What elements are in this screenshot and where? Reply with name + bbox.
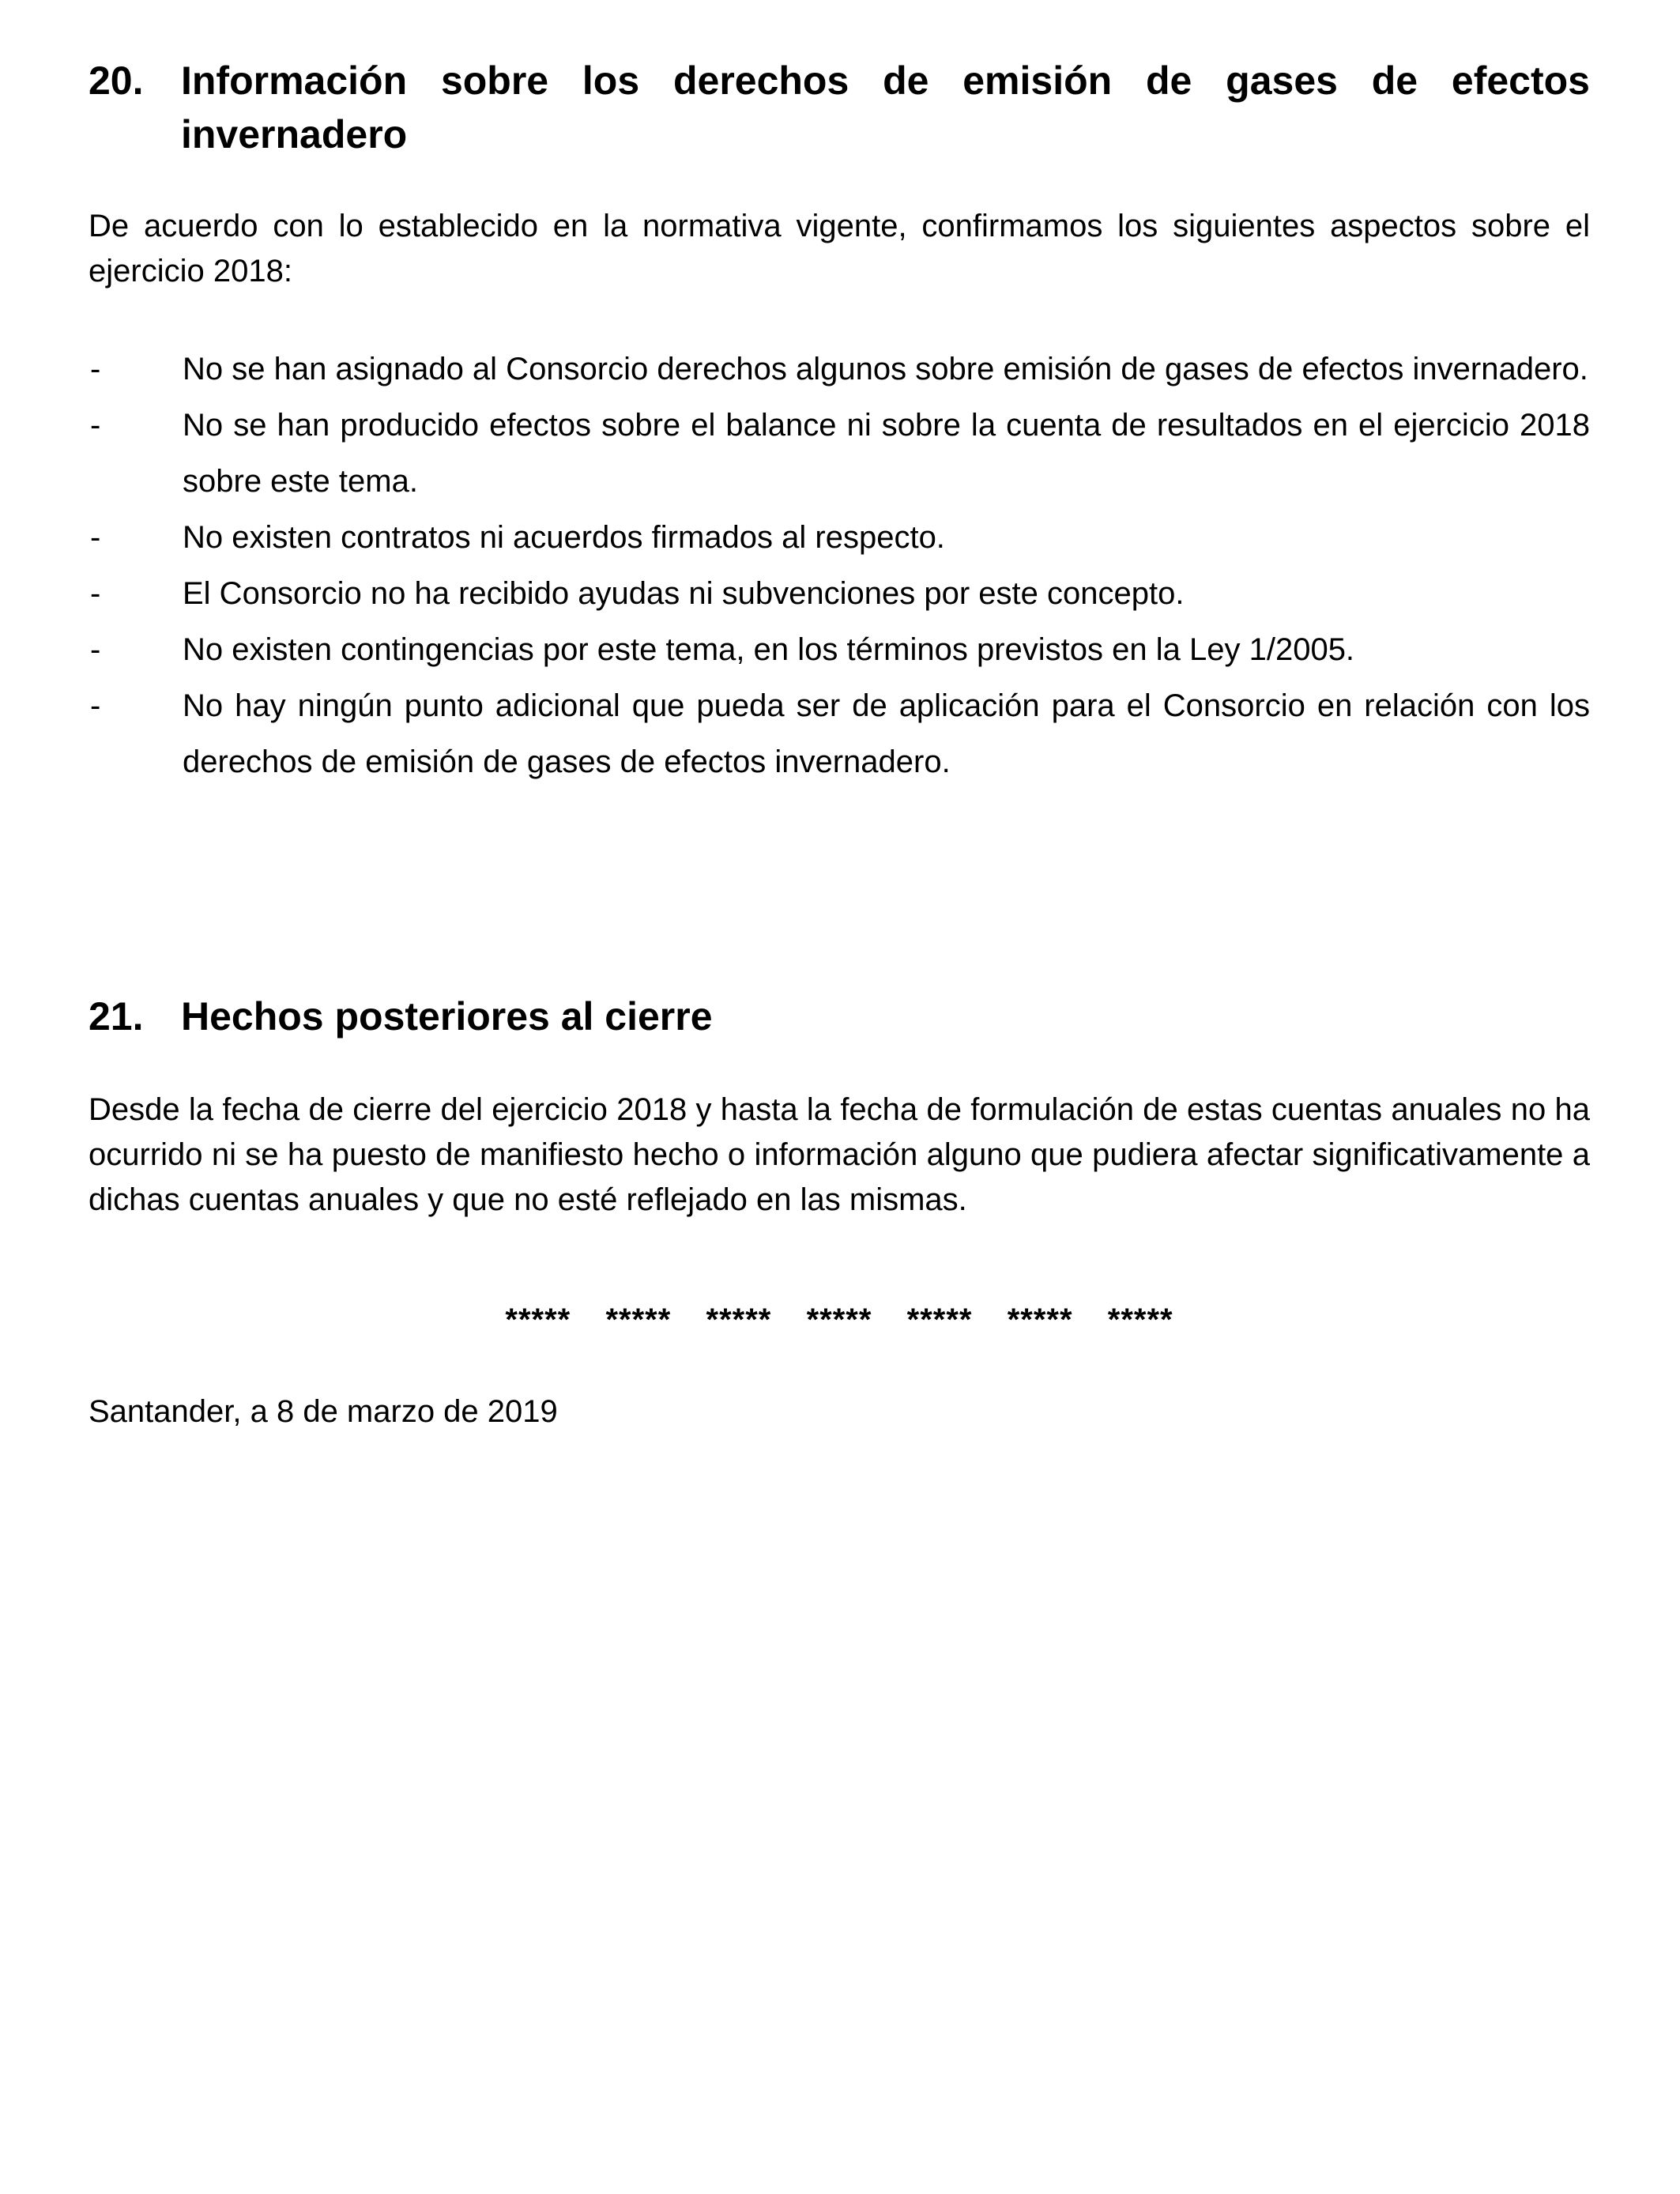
list-item: [89, 398, 1590, 510]
list-item: [89, 341, 1590, 398]
bullet-marker: -: [90, 352, 101, 386]
list-item: [89, 510, 1590, 566]
section-20-title: Información sobre los derechos de emisión de gases de efectos invernadero: [181, 58, 1590, 156]
bullet-marker: -: [90, 632, 101, 667]
bullet-text: No se han asignado al Consorcio derechos algunos sobre emisión de gases de efectos invernadero.: [183, 352, 1588, 386]
list-item: [89, 622, 1590, 678]
list-item: [89, 566, 1590, 622]
bullet-text: No existen contingencias por este tema, en los términos previstos en la Ley 1/2005.: [183, 632, 1355, 667]
place-date: Santander, a 8 de marzo de 2019: [89, 1394, 558, 1429]
bullet-marker: -: [90, 576, 101, 611]
section-21-body: Desde la fecha de cierre del ejercicio 2018 y hasta la fecha de formulación de estas cuentas anuales no ha ocurrido ni se ha puesto de manifiesto hecho o información alguno que pudiera afectar significativamente a dichas cuentas anuales y que no esté reflejado en las mismas.: [89, 1092, 1590, 1217]
section-21-heading: [89, 990, 1590, 1043]
section-20-bullet-list: [89, 341, 1590, 790]
bullet-text: No existen contratos ni acuerdos firmados al respecto.: [183, 520, 945, 555]
bullet-marker: -: [90, 408, 101, 443]
bullet-marker: -: [90, 688, 101, 723]
section-20-number: 20.: [89, 58, 144, 103]
section-20-intro: De acuerdo con lo establecido en la normativa vigente, confirmamos los siguientes aspectos sobre el ejercicio 2018:: [89, 209, 1590, 288]
section-21-number: 21.: [89, 994, 144, 1039]
bullet-marker: -: [90, 520, 101, 555]
bullet-text: El Consorcio no ha recibido ayudas ni subvenciones por este concepto.: [183, 576, 1185, 611]
section-21-title: Hechos posteriores al cierre: [181, 994, 713, 1039]
bullet-text: No hay ningún punto adicional que pueda ser de aplicación para el Consorcio en relación con los derechos de emisión de gases de efectos invernadero.: [183, 688, 1590, 779]
separator-asterisks: ***** ***** ***** ***** ***** ***** *****: [505, 1302, 1173, 1337]
section-20-heading: [89, 54, 1590, 161]
list-item: [89, 678, 1590, 790]
bullet-text: No se han producido efectos sobre el balance ni sobre la cuenta de resultados en el ejercicio 2018 sobre este tema.: [183, 408, 1590, 499]
